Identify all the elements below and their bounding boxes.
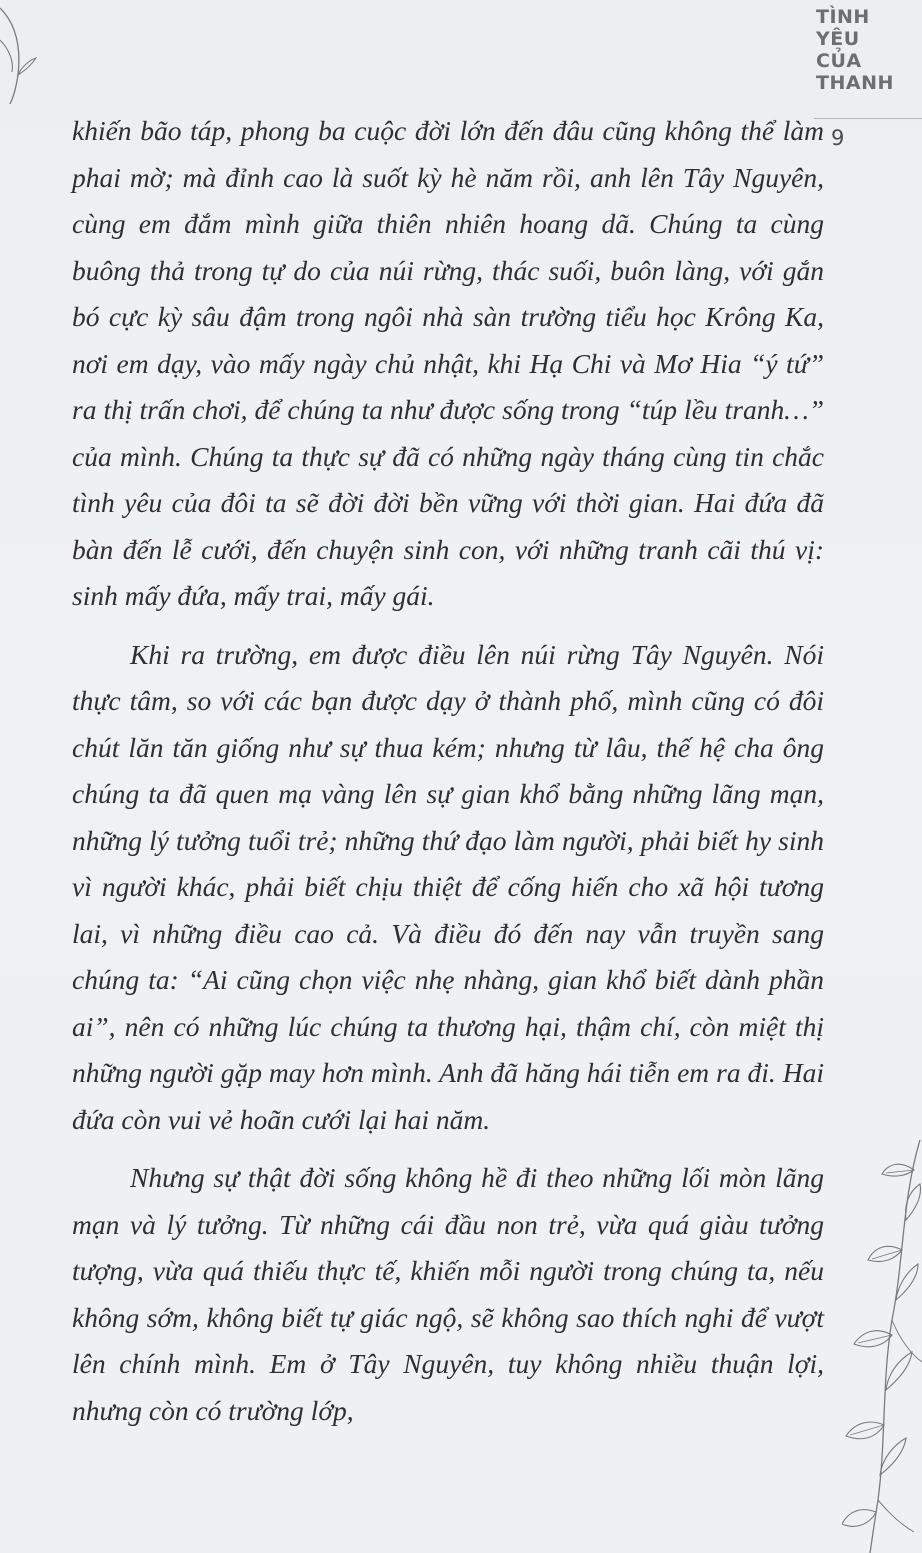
body-text bbox=[72, 108, 824, 1434]
paragraph: khiến bão táp, phong ba cuộc đời lớn đến đâu cũng không thể làm phai mờ; mà đỉnh cao là suốt kỳ hè năm rồi, anh lên Tây Nguyên, cùng em đắm mình giữa thiên nhiên hoang dã. Chúng ta cùng buông thả trong tự do của núi rừng, thác suối, buôn làng, với gắn bó cực kỳ sâu đậm trong ngôi nhà sàn trường tiểu học Krông Ka, nơi em dạy, vào mấy ngày chủ nhật, khi Hạ Chi và Mơ Hia “ý tứ” ra thị trấn chơi, để chúng ta như được sống trong “túp lều tranh…” của mình. Chúng ta thực sự đã có những ngày tháng cùng tin chắc tình yêu của đôi ta sẽ đời đời bền vững với thời gian. Hai đứa đã bàn đến lễ cưới, đến chuyện sinh con, với những tranh cãi thú vị: sinh mấy đứa, mấy trai, mấy gái. bbox=[72, 115, 824, 611]
paragraph: Nhưng sự thật đời sống không hề đi theo những lối mòn lãng mạn và lý tưởng. Từ những cái đầu non trẻ, vừa quá giàu tưởng tượng, vừa quá thiếu thực tế, khiến mỗi người trong chúng ta, nếu không sớm, không biết tự giác ngộ, sẽ không sao thích nghi để vượt lên chính mình. Em ở Tây Nguyên, tuy không nhiều thuận lợi, nhưng còn có trường lớp, bbox=[72, 1162, 824, 1426]
paragraph: Khi ra trường, em được điều lên núi rừng Tây Nguyên. Nói thực tâm, so với các bạn được dạy ở thành phố, mình cũng có đôi chút lăn tăn giống như sự thua kém; nhưng từ lâu, thế hệ cha ông chúng ta đã quen mạ vàng lên sự gian khổ bằng những lãng mạn, những lý tưởng tuổi trẻ; những thứ đạo làm người, phải biết hy sinh vì người khác, phải biết chịu thiệt để cống hiến cho xã hội tương lai, vì những điều cao cả. Và điều đó đến nay vẫn truyền sang chúng ta: “Ai cũng chọn việc nhẹ nhàng, gian khổ biết dành phần ai”, nên có những lúc chúng ta thương hại, thậm chí, còn miệt thị những người gặp may hơn mình. Anh đã hăng hái tiễn em ra đi. Hai đứa còn vui vẻ hoãn cưới lại hai năm. bbox=[72, 638, 824, 1135]
running-head-line: YÊU bbox=[816, 28, 860, 50]
running-head-line: TÌNH bbox=[816, 6, 870, 28]
running-head bbox=[816, 6, 918, 94]
running-head-rule bbox=[814, 118, 922, 119]
leaf-ornament-top-left-icon bbox=[0, 0, 40, 110]
running-head-line: CỦA bbox=[816, 50, 862, 72]
running-head-line: THANH bbox=[816, 72, 894, 94]
vine-ornament-right-icon bbox=[842, 1140, 922, 1553]
page-number: 9 bbox=[831, 126, 845, 150]
